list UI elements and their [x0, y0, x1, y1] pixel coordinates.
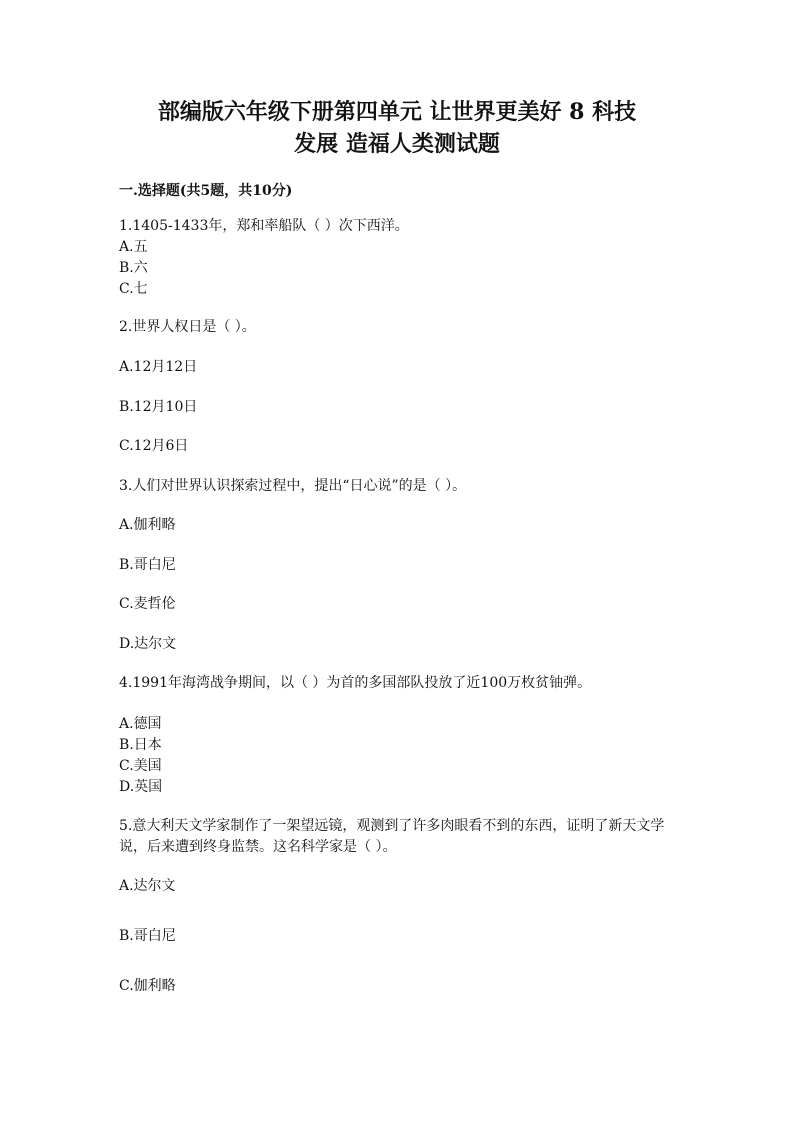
question-3-option-d: D.达尔文: [119, 636, 177, 652]
question-4-option-c: C.美国: [119, 758, 162, 774]
question-2-option-c: C.12月6日: [119, 438, 189, 454]
question-1-option-b: B.六: [119, 260, 148, 276]
question-5-option-a: A.达尔文: [119, 878, 176, 894]
question-5-option-c: C.伽利略: [119, 978, 176, 994]
title-line-1: 部编版六年级下册第四单元 让世界更美好 8 科技: [157, 99, 637, 125]
title-line-2: 发展 造福人类测试题: [294, 131, 500, 157]
document-title: [110, 96, 684, 160]
question-1-stem: 1.1405-1433年，郑和率船队（ ）次下西洋。: [119, 218, 409, 234]
question-3-option-b: B.哥白尼: [119, 557, 176, 573]
question-1-option-a: A.五: [119, 239, 148, 255]
question-4-option-d: D.英国: [119, 779, 163, 795]
question-2-option-b: B.12月10日: [119, 399, 198, 415]
question-2-option-a: A.12月12日: [119, 359, 198, 375]
question-5-stem: 5.意大利天文学家制作了一架望远镜，观测到了许多肉眼看不到的东西，证明了新天文学说，后来遭到终身监禁。这名科学家是（ ）。: [119, 818, 665, 855]
question-4-option-a: A.德国: [119, 716, 162, 732]
question-4-option-b: B.日本: [119, 737, 162, 753]
question-2-stem: 2.世界人权日是（ ）。: [119, 319, 256, 335]
question-4-stem: 4.1991年海湾战争期间，以（ ）为首的多国部队投放了近100万枚贫铀弹。: [119, 675, 592, 691]
section-heading: 一.选择题(共5题，共10分): [119, 183, 293, 199]
question-3-stem: 3.人们对世界认识探索过程中，提出“日心说”的是（ ）。: [119, 478, 467, 494]
question-1-option-c: C.七: [119, 281, 148, 297]
question-3-option-a: A.伽利略: [119, 517, 176, 533]
question-5-option-b: B.哥白尼: [119, 928, 176, 944]
question-3-option-c: C.麦哲伦: [119, 596, 176, 612]
